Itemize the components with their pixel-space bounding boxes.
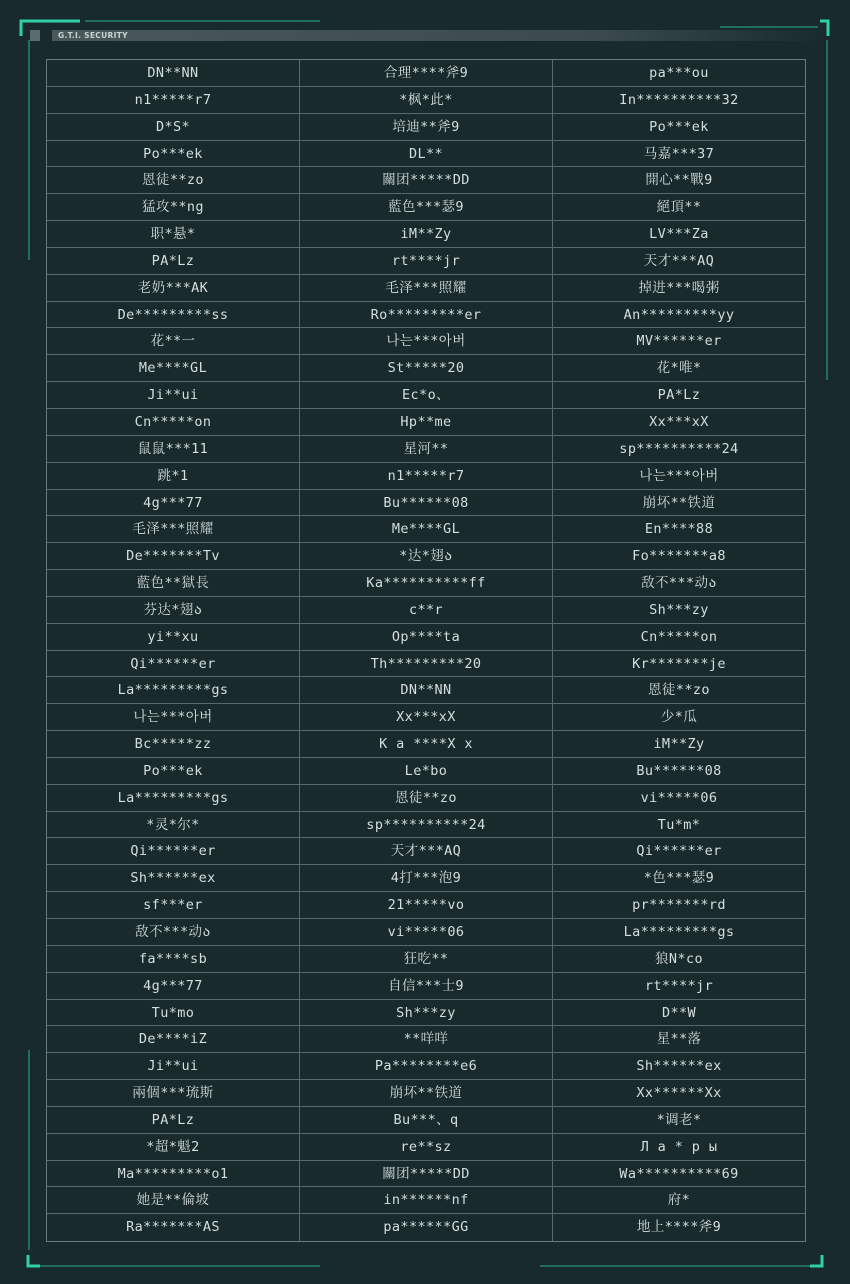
table-cell: n1*****r7 bbox=[299, 463, 552, 489]
table-cell: vi*****06 bbox=[299, 919, 552, 945]
table-cell: Bu******08 bbox=[552, 758, 805, 784]
table-cell: 老奶***AK bbox=[137, 279, 209, 296]
table-cell: Wa**********69 bbox=[552, 1161, 805, 1187]
table-cell: 培迪**斧9 bbox=[299, 114, 552, 140]
table-cell: 關团*****DD bbox=[299, 1161, 552, 1187]
table-row bbox=[47, 838, 805, 865]
table-row bbox=[47, 60, 805, 87]
table-cell: Tu*mo bbox=[151, 1004, 195, 1021]
table-cell: *超*魁2 bbox=[146, 1138, 200, 1155]
table-cell: MV******er bbox=[552, 328, 805, 354]
table-cell: 掉进***喝粥 bbox=[552, 275, 805, 301]
table-row bbox=[47, 275, 805, 302]
table-row bbox=[47, 1053, 805, 1080]
table-cell: 花*唯* bbox=[552, 355, 805, 381]
table-cell: sf***er bbox=[143, 897, 203, 914]
table-cell: 崩坏**铁道 bbox=[299, 1080, 552, 1106]
table-cell: rt****jr bbox=[299, 248, 552, 274]
table-row bbox=[47, 1187, 805, 1214]
table-cell: **咩咩 bbox=[299, 1026, 552, 1052]
table-row bbox=[47, 355, 805, 382]
table-cell: D*S* bbox=[155, 118, 191, 135]
table-row bbox=[47, 758, 805, 785]
table-cell: Le*bo bbox=[299, 758, 552, 784]
table-cell: Xx***xX bbox=[552, 409, 805, 435]
table-cell: An*********yy bbox=[552, 302, 805, 328]
table-cell: Sh******ex bbox=[552, 1053, 805, 1079]
table-row bbox=[47, 704, 805, 731]
table-cell: DL** bbox=[299, 141, 552, 167]
table-cell: *色***瑟9 bbox=[552, 865, 805, 891]
table-cell: *枫*此* bbox=[299, 87, 552, 113]
table-row bbox=[47, 624, 805, 651]
table-row bbox=[47, 328, 805, 355]
table-cell: De*********ss bbox=[117, 306, 229, 323]
table-cell: Ra*******AS bbox=[126, 1219, 220, 1236]
table-cell: 马嘉***37 bbox=[552, 141, 805, 167]
table-cell: Ji**ui bbox=[147, 1058, 199, 1075]
table-cell: Op****ta bbox=[299, 624, 552, 650]
table-cell: 崩坏**铁道 bbox=[552, 490, 805, 516]
table-cell: Po***ek bbox=[552, 114, 805, 140]
table-cell: En****88 bbox=[552, 516, 805, 542]
table-cell: Qi******er bbox=[130, 843, 216, 860]
table-row bbox=[47, 919, 805, 946]
table-cell: 毛泽***照耀 bbox=[132, 521, 214, 538]
table-row bbox=[47, 1107, 805, 1134]
table-row bbox=[47, 1214, 805, 1241]
table-cell: Tu*m* bbox=[552, 812, 805, 838]
table-cell: Xx******Xx bbox=[552, 1080, 805, 1106]
table-cell: In**********32 bbox=[552, 87, 805, 113]
table-cell: 毛泽***照耀 bbox=[299, 275, 552, 301]
table-row bbox=[47, 651, 805, 678]
table-cell: 藍色***瑟9 bbox=[299, 194, 552, 220]
table-cell: Hp**me bbox=[299, 409, 552, 435]
table-cell: Fo*******a8 bbox=[552, 543, 805, 569]
table-cell: De****iZ bbox=[138, 1031, 208, 1048]
table-cell: 府* bbox=[552, 1187, 805, 1213]
table-row bbox=[47, 382, 805, 409]
table-cell: Qi******er bbox=[552, 838, 805, 864]
table-cell: 恩徒**zo bbox=[299, 785, 552, 811]
table-cell: 狂吃** bbox=[299, 946, 552, 972]
table-cell: 跳*1 bbox=[157, 467, 189, 484]
table-cell: PA*Lz bbox=[552, 382, 805, 408]
table-cell: Ka**********ff bbox=[299, 570, 552, 596]
table-row bbox=[47, 463, 805, 490]
table-row bbox=[47, 731, 805, 758]
table-cell: 4打***泡9 bbox=[299, 865, 552, 891]
table-cell: PA*Lz bbox=[151, 252, 195, 269]
table-row bbox=[47, 87, 805, 114]
table-cell: D**W bbox=[552, 1000, 805, 1026]
table-cell: vi*****06 bbox=[552, 785, 805, 811]
table-cell: pr*******rd bbox=[552, 892, 805, 918]
table-cell: La*********gs bbox=[117, 682, 229, 699]
table-cell: LV***Za bbox=[552, 221, 805, 247]
table-cell: Ma*********o1 bbox=[117, 1165, 229, 1182]
table-cell: PA*Lz bbox=[151, 1111, 195, 1128]
table-cell: rt****jr bbox=[552, 973, 805, 999]
table-cell: 21*****vo bbox=[299, 892, 552, 918]
table-cell: La*********gs bbox=[552, 919, 805, 945]
table-cell: 開心**戰9 bbox=[552, 167, 805, 193]
table-cell: 關团*****DD bbox=[299, 167, 552, 193]
table-cell: *达*翅ა bbox=[299, 543, 552, 569]
table-cell: 4g***77 bbox=[143, 977, 203, 994]
table-cell: 花**一 bbox=[150, 333, 196, 350]
table-cell: pa******GG bbox=[299, 1214, 552, 1241]
table-cell: 恩徒**zo bbox=[552, 677, 805, 703]
table-cell: 少*瓜 bbox=[552, 704, 805, 730]
table-row bbox=[47, 946, 805, 973]
table-cell: iM**Zy bbox=[552, 731, 805, 757]
table-cell: 星**落 bbox=[552, 1026, 805, 1052]
table-cell: La*********gs bbox=[117, 789, 229, 806]
table-cell: 星河** bbox=[299, 436, 552, 462]
table-cell: 芬达*翅ა bbox=[143, 601, 203, 618]
table-cell: sp**********24 bbox=[299, 812, 552, 838]
table-cell: Pa********e6 bbox=[299, 1053, 552, 1079]
table-row bbox=[47, 865, 805, 892]
table-row bbox=[47, 490, 805, 517]
table-cell: Po***ek bbox=[143, 145, 203, 162]
table-cell: 猛攻**ng bbox=[142, 199, 204, 216]
table-cell: 敌不***动ა bbox=[135, 924, 211, 940]
table-row bbox=[47, 248, 805, 275]
table-row bbox=[47, 167, 805, 194]
table-row bbox=[47, 1161, 805, 1188]
table-cell: Sh***zy bbox=[299, 1000, 552, 1026]
table-row bbox=[47, 1080, 805, 1107]
table-cell: 狼N*co bbox=[552, 946, 805, 972]
table-row bbox=[47, 114, 805, 141]
table-cell: 敌不***动ა bbox=[552, 570, 805, 596]
table-cell: Ec*o、 bbox=[299, 382, 552, 408]
table-cell: 恩徒**zo bbox=[142, 172, 204, 189]
table-cell: DN**NN bbox=[147, 65, 199, 81]
table-cell: Ji**ui bbox=[147, 387, 199, 404]
table-cell: *灵*尔* bbox=[146, 816, 200, 833]
table-cell: pa***ou bbox=[552, 60, 805, 86]
table-cell: 鼠鼠***11 bbox=[137, 440, 209, 457]
table-row bbox=[47, 1026, 805, 1053]
table-row bbox=[47, 677, 805, 704]
table-cell: Sh***zy bbox=[552, 597, 805, 623]
table-cell: De*******Tv bbox=[126, 548, 220, 565]
table-cell: *调老* bbox=[552, 1107, 805, 1133]
table-row bbox=[47, 194, 805, 221]
table-row bbox=[47, 141, 805, 168]
table-row bbox=[47, 409, 805, 436]
table-cell: Cn*****on bbox=[134, 413, 212, 430]
table-cell: Th*********20 bbox=[299, 651, 552, 677]
table-cell: 地上****斧9 bbox=[552, 1214, 805, 1241]
table-cell: re**sz bbox=[299, 1134, 552, 1160]
table-row bbox=[47, 1134, 805, 1161]
table-cell: 兩個***琉斯 bbox=[132, 1085, 214, 1102]
table-cell: yi**xu bbox=[147, 628, 199, 645]
table-cell: in******nf bbox=[299, 1187, 552, 1213]
table-row bbox=[47, 597, 805, 624]
table-cell: Л а * р ы bbox=[552, 1134, 805, 1160]
table-cell: K a ****X x bbox=[299, 731, 552, 757]
table-cell: Xx***xX bbox=[299, 704, 552, 730]
table-row bbox=[47, 221, 805, 248]
table-cell: n1*****r7 bbox=[134, 91, 212, 108]
table-cell: 天才***AQ bbox=[552, 248, 805, 274]
table-cell: 她是**倫坡 bbox=[136, 1192, 210, 1209]
table-cell: Ro*********er bbox=[299, 302, 552, 328]
table-cell: sp**********24 bbox=[552, 436, 805, 462]
table-row bbox=[47, 785, 805, 812]
table-cell: Bu******08 bbox=[299, 490, 552, 516]
table-cell: Kr*******je bbox=[552, 651, 805, 677]
table-cell: Me****GL bbox=[299, 516, 552, 542]
table-cell: 合理****斧9 bbox=[299, 60, 552, 86]
table-cell: 自信***士9 bbox=[299, 973, 552, 999]
table-row bbox=[47, 973, 805, 1000]
table-cell: 나는***아버 bbox=[133, 709, 213, 726]
table-row bbox=[47, 892, 805, 919]
security-table bbox=[46, 59, 806, 1242]
table-row bbox=[47, 543, 805, 570]
table-cell: fa****sb bbox=[138, 950, 208, 967]
table-cell: 나는***아버 bbox=[552, 463, 805, 489]
table-cell: c**r bbox=[299, 597, 552, 623]
table-cell: 絕頂** bbox=[552, 194, 805, 220]
table-cell: Bu***、q bbox=[299, 1107, 552, 1133]
table-cell: 藍色**獄長 bbox=[136, 575, 210, 592]
table-cell: DN**NN bbox=[299, 677, 552, 703]
header-title: G.T.I. SECURITY bbox=[52, 30, 828, 41]
table-cell: Cn*****on bbox=[552, 624, 805, 650]
table-row bbox=[47, 570, 805, 597]
table-row bbox=[47, 436, 805, 463]
header-square-icon bbox=[30, 30, 40, 41]
table-cell: Qi******er bbox=[130, 655, 216, 672]
table-cell: St*****20 bbox=[299, 355, 552, 381]
table-cell: 职*悬* bbox=[150, 226, 196, 243]
table-row bbox=[47, 302, 805, 329]
table-cell: Bc*****zz bbox=[134, 736, 212, 753]
table-cell: Po***ek bbox=[143, 762, 203, 779]
table-cell: Sh******ex bbox=[130, 870, 216, 887]
table-row bbox=[47, 812, 805, 839]
table-row bbox=[47, 516, 805, 543]
table-row bbox=[47, 1000, 805, 1027]
table-cell: Me****GL bbox=[138, 360, 208, 377]
table-cell: iM**Zy bbox=[299, 221, 552, 247]
table-cell: 4g***77 bbox=[143, 494, 203, 511]
table-cell: 나는***아버 bbox=[299, 328, 552, 354]
table-cell: 天才***AQ bbox=[299, 838, 552, 864]
